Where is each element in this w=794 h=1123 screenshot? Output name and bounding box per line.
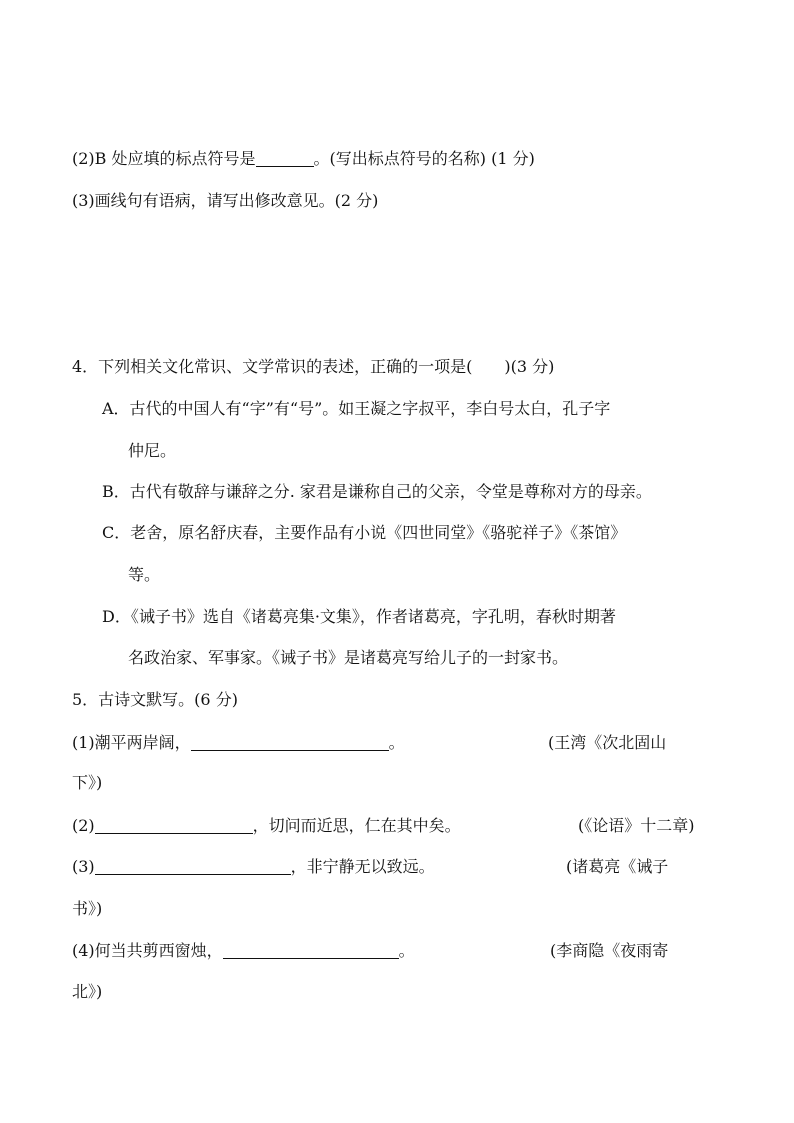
- q4-option-c-line1: C．老舍，原名舒庆春，主要作品有小说《四世同堂》《骆驼祥子》《茶馆》: [102, 523, 627, 542]
- q4-option-c-line2: 等。: [128, 565, 161, 584]
- q3-part3-text: (3)画线句有语病，请写出修改意见。(2 分): [72, 191, 379, 210]
- q5-item1-blank[interactable]: [191, 734, 389, 751]
- q4-option-d-line2: 名政治家、军事家。《诫子书》是诸葛亮写给儿子的一封家书。: [128, 648, 569, 667]
- q5-item3: [72, 856, 435, 878]
- q5-item4-source: (李商隐《夜雨寄: [550, 941, 669, 960]
- q3-part2-blank[interactable]: [256, 150, 314, 167]
- q4-option-d-line1: D．《诫子书》选自《诸葛亮集·文集》，作者诸葛亮，字孔明，春秋时期著: [102, 607, 616, 626]
- q4-option-a-line1: A．古代的中国人有“字”有“号”。如王凝之字叔平，李白号太白，孔子字: [102, 399, 611, 418]
- q4-stem: 4．下列相关文化常识、文学常识的表述，正确的一项是( )(3 分): [72, 357, 555, 376]
- q5-item2-blank[interactable]: [95, 817, 253, 834]
- q5-item1-source: (王湾《次北固山: [548, 733, 667, 752]
- q4-option-b-line1: B．古代有敬辞与谦辞之分. 家君是谦称自己的父亲，令堂是尊称对方的母亲。: [102, 482, 652, 501]
- q3-part2-tail: 。(写出标点符号的名称) (1 分): [313, 149, 535, 168]
- q5-item4: [72, 940, 415, 962]
- q5-item4-end: 。: [398, 941, 415, 960]
- q5-item2-source: (《论语》十二章): [578, 816, 695, 835]
- q5-stem: 5．古诗文默写。(6 分): [72, 690, 238, 709]
- q5-item1: [72, 732, 405, 754]
- q3-part2-text: (2)B 处应填的标点符号是: [72, 149, 256, 168]
- q5-item4-blank[interactable]: [223, 942, 399, 959]
- q3-part2-line: [72, 148, 535, 170]
- q5-item3-prefix: (3): [72, 857, 95, 876]
- q5-item3-source: (诸葛亮《诫子: [566, 857, 669, 876]
- q5-item1-source-cont: 下》): [72, 773, 103, 792]
- q5-item2-suffix: ，切问而近思，仁在其中矣。: [252, 816, 461, 835]
- q5-item3-suffix: ，非宁静无以致远。: [290, 857, 435, 876]
- q5-item2: [72, 815, 461, 837]
- q4-option-a-line2: 仲尼。: [128, 441, 177, 460]
- q5-item1-end: 。: [388, 733, 405, 752]
- q5-item4-source-cont: 北》): [72, 982, 103, 1001]
- q5-item2-prefix: (2): [72, 816, 95, 835]
- q5-item1-prefix: (1)潮平两岸阔，: [72, 733, 191, 752]
- q5-item4-prefix: (4)何当共剪西窗烛，: [72, 941, 223, 960]
- q5-item3-blank[interactable]: [95, 858, 291, 875]
- q5-item3-source-cont: 书》): [72, 899, 103, 918]
